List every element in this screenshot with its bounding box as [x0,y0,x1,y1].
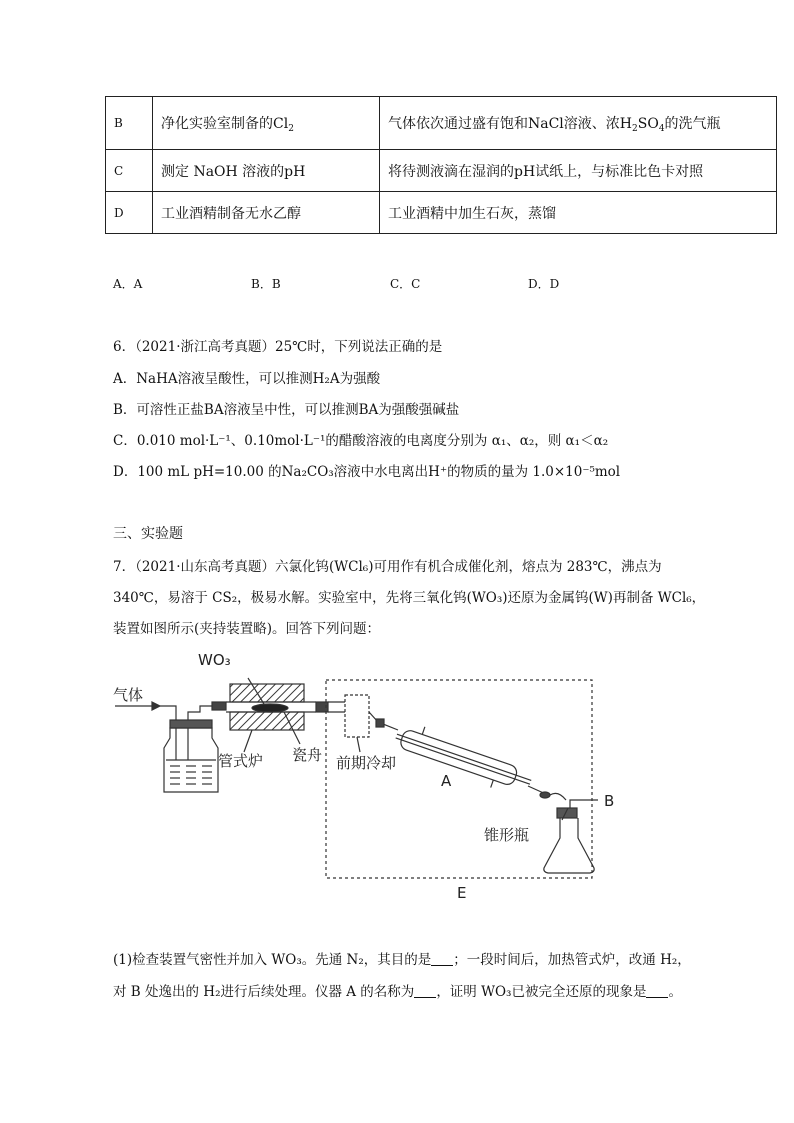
inlet-tube [160,706,176,760]
q6-stem: 6．（2021·浙江高考真题）25℃时，下列说法正确的是 [113,339,443,355]
option-c[interactable]: C．C [390,277,421,291]
row-letter: B [106,97,153,150]
q7-line-2: 340℃，易溶于 CS₂，极易水解。实验室中，先将三氧化钨(WO₃)还原为金属钨(W)再制备 WCl₆， [113,590,706,606]
q6-option-c[interactable]: C．0.010 mol·L⁻¹、0.10mol·L⁻¹的醋酸溶液的电离度分别为 α₁、α₂，则 α₁＜α₂ [113,433,609,449]
label-gas: 气体 [113,686,144,704]
outlet-b-tube [570,800,598,808]
label-e: E [457,884,467,902]
q6-option-b[interactable]: B．可溶性正盐BA溶液呈中性，可以推测BA为强酸强碱盐 [113,402,460,418]
answer-blank[interactable] [646,985,668,998]
label-b: B [604,792,615,810]
q6-option-a[interactable]: A．NaHA溶液呈酸性，可以推测H₂A为强酸 [113,371,381,387]
gas-arrow-head [152,702,160,710]
label-precool: 前期冷却 [336,754,397,772]
precool-zone [345,695,369,737]
row-purpose: 净化实验室制备的$Cl_2$ [153,97,380,150]
row-method: 工业酒精中加生石灰，蒸馏 [380,192,777,234]
outlet-tube [188,706,212,760]
condenser-a [390,719,536,799]
row-purpose: 测定 NaOH 溶液的pH [153,150,380,192]
q7-line-3: 装置如图所示(夹持装置略)。回答下列问题： [113,621,381,637]
porcelain-boat [252,704,288,712]
label-flask: 锥形瓶 [484,826,530,844]
row-method: 气体依次通过盛有饱和NaCl溶液、浓$H_2SO_4$的洗气瓶 [380,97,777,150]
answer-blank[interactable] [431,953,453,966]
precool-pointer [357,737,360,752]
row-purpose: 工业酒精制备无水乙醇 [153,192,380,234]
label-furnace: 管式炉 [218,752,264,770]
section-heading: 三、实验题 [113,526,183,542]
option-b[interactable]: B．B [251,277,281,291]
q7-line-1: 7．（2021·山东高考真题）六氯化钨(WCl₆)可用作有机合成催化剂，熔点为 283℃，沸点为 [113,559,662,575]
q7-1-line-1: (1)检查装置气密性并加入 WO₃。先通 N₂，其目的是 ；一段时间后，加热管式炉，改通 H₂， [113,952,691,968]
row-letter: C [106,150,153,192]
box-e [326,680,592,878]
q6-option-d[interactable]: D．100 mL pH=10.00 的Na₂CO₃溶液中水电离出H⁺的物质的量为 1.0×10⁻⁵mol [113,464,621,480]
label-wo3: WO₃ [198,651,231,669]
label-a: A [441,772,452,790]
row-method: 将待测液滴在湿润的pH试纸上，与标准比色卡对照 [380,150,777,192]
label-boat: 瓷舟 [292,746,323,764]
furnace-pointer [244,730,252,752]
conical-flask [544,818,594,873]
option-a[interactable]: A．A [113,277,143,291]
bottle-stopper [170,720,212,728]
option-d[interactable]: D．D [528,277,560,291]
row-letter: D [106,192,153,234]
furnace-bottom [230,712,304,730]
q7-1-line-2: 对 B 处逸出的 H₂进行后续处理。仪器 A 的名称为 ，证明 WO₃已被完全还原的现象是 。 [113,984,682,1000]
tube-connector [212,702,226,710]
answer-blank[interactable] [414,985,436,998]
furnace-top [230,684,304,702]
